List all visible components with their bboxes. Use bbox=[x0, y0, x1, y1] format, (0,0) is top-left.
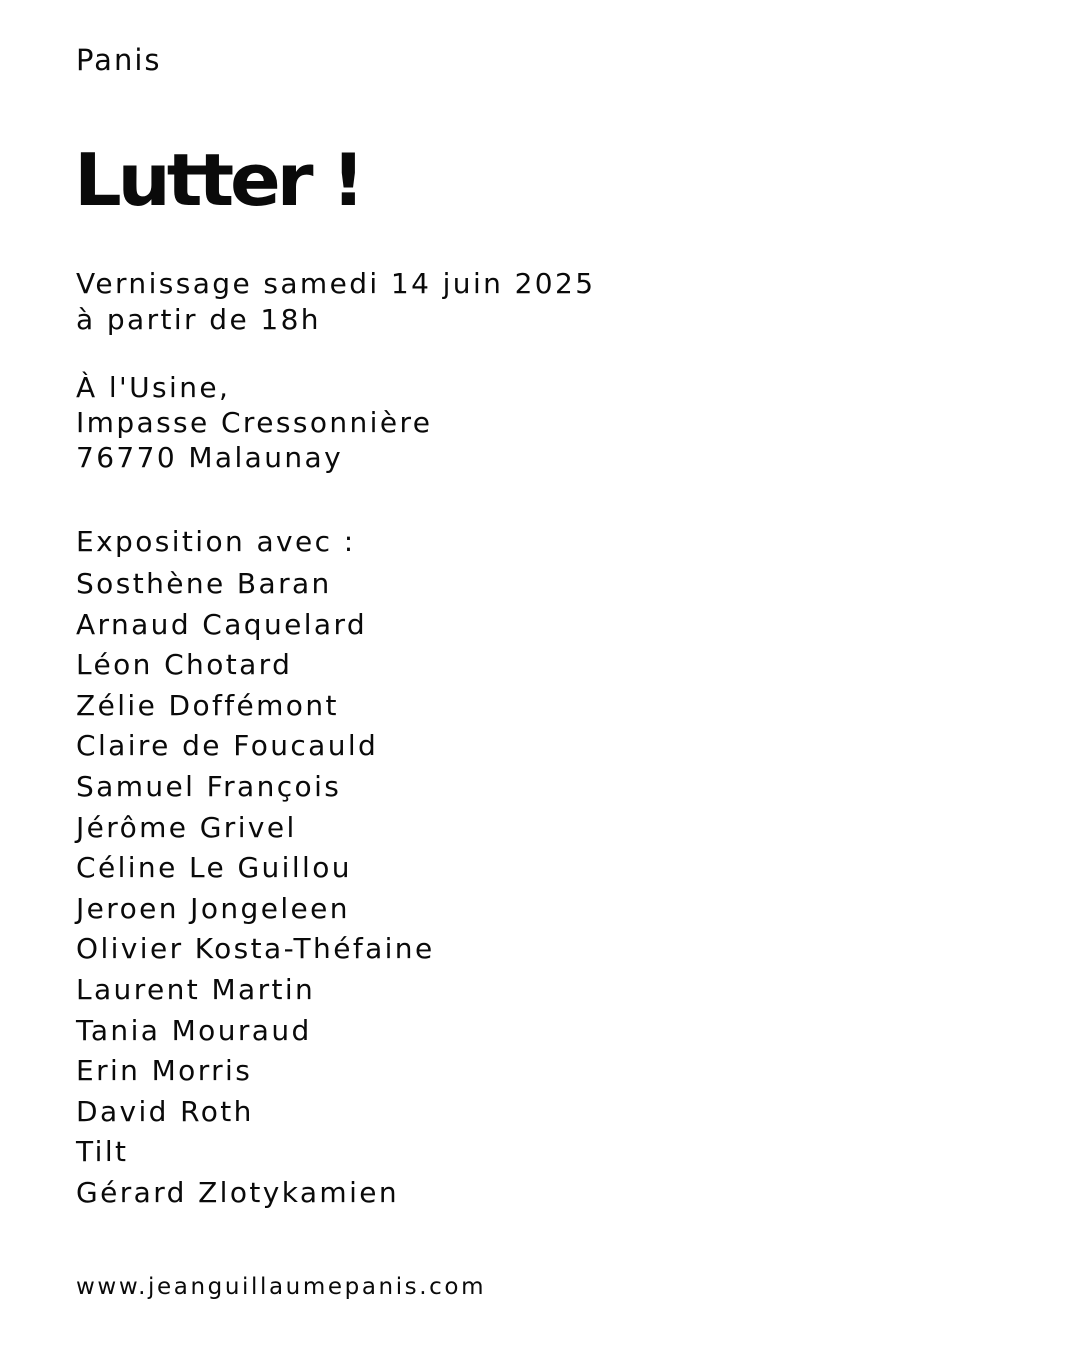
artist-item: Olivier Kosta-Théfaine bbox=[76, 932, 435, 966]
vernissage-time: à partir de 18h bbox=[76, 303, 321, 336]
artist-item: Erin Morris bbox=[76, 1054, 253, 1088]
artist-item: Sosthène Baran bbox=[76, 567, 332, 600]
vernissage-info bbox=[76, 266, 595, 338]
artist-item: Céline Le Guillou bbox=[76, 851, 352, 885]
artist-item: Léon Chotard bbox=[76, 648, 293, 682]
artist-item: Laurent Martin bbox=[76, 972, 316, 1006]
artist-item: Jérôme Grivel bbox=[76, 810, 297, 844]
website-url: www.jeanguillaumepanis.com bbox=[76, 1274, 487, 1300]
artist-item: Zélie Doffémont bbox=[76, 688, 339, 722]
vernissage-date: Vernissage samedi 14 juin 2025 bbox=[76, 267, 596, 300]
address-city: 76770 Malaunay bbox=[76, 441, 344, 474]
artist-item: Tilt bbox=[76, 1135, 129, 1169]
artist-item: Jeroen Jongeleen bbox=[76, 891, 350, 925]
artist-item: Tania Mouraud bbox=[76, 1013, 312, 1047]
invitation-page bbox=[76, 0, 1036, 1350]
artist-item: David Roth bbox=[76, 1094, 254, 1128]
artist-list bbox=[76, 564, 435, 1214]
brand-name: Panis bbox=[76, 43, 162, 77]
address-street: Impasse Cressonnière bbox=[76, 406, 433, 439]
artist-item: Claire de Foucauld bbox=[76, 729, 379, 763]
artist-item: Samuel François bbox=[76, 769, 342, 803]
address-venue: À l'Usine, bbox=[76, 371, 231, 404]
artist-item: Arnaud Caquelard bbox=[76, 607, 368, 641]
venue-address bbox=[76, 370, 432, 475]
artist-item: Gérard Zlotykamien bbox=[76, 1175, 400, 1209]
exhibition-title: Lutter ! bbox=[74, 138, 362, 222]
exposition-heading: Exposition avec : bbox=[76, 525, 356, 558]
